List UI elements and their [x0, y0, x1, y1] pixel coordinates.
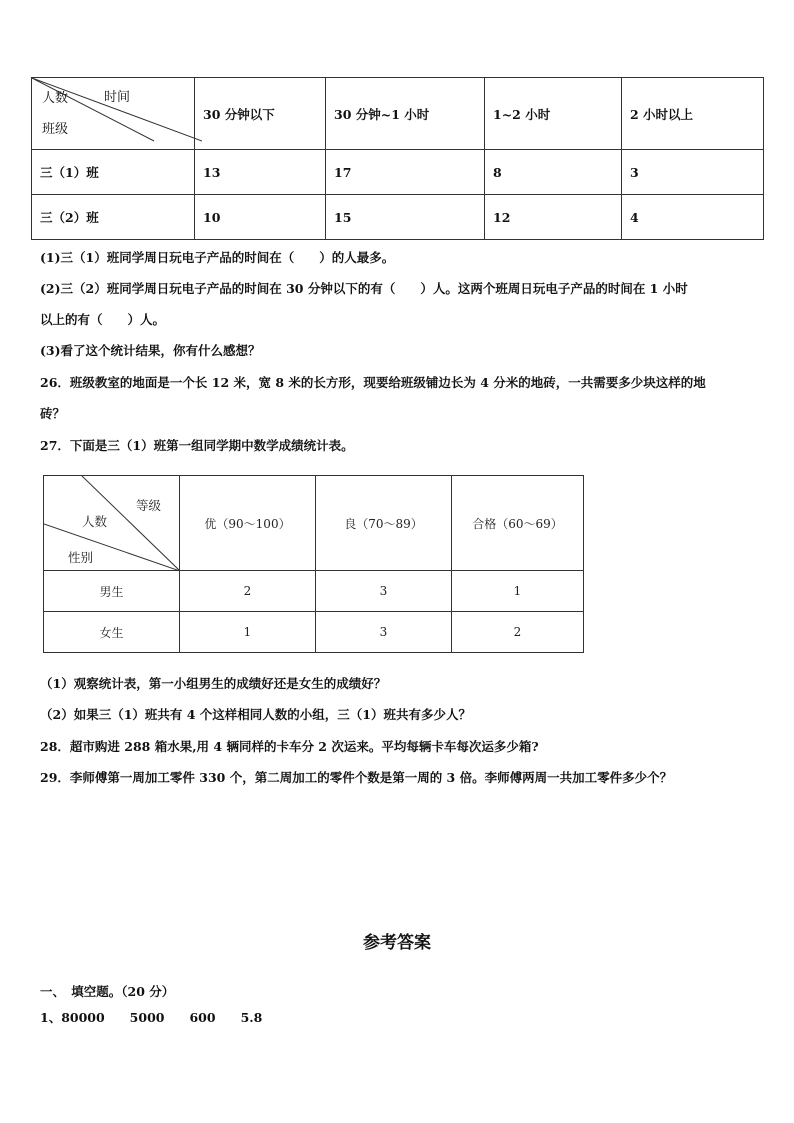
table-cell: 2 [452, 612, 584, 653]
header-class-label: 班级 [42, 122, 69, 137]
screen-time-table [31, 77, 764, 240]
q25-part3: (3)看了这个统计结果，你有什么感想？ [40, 343, 261, 358]
table-row [32, 195, 764, 240]
table-cell: 10 [195, 195, 326, 240]
q25-part2-line1: (2)三（2）班同学周日玩电子产品的时间在 30 分钟以下的有（ ）人。这两个班周日玩电子产品的时间在 1 小时 [40, 281, 688, 296]
row-label: 三（1）班 [32, 150, 195, 195]
column-header: 1~2 小时 [485, 78, 622, 150]
q27-part2: （2）如果三（1）班共有 4 个这样相同人数的小组，三（1）班共有多少人？ [40, 707, 471, 722]
column-header: 2 小时以上 [622, 78, 764, 150]
table-cell: 4 [622, 195, 764, 240]
q26-line1: 26．班级教室的地面是一个长 12 米，宽 8 米的长方形，现要给班级铺边长为 4 分米的地砖，一共需要多少块这样的地 [40, 375, 706, 390]
answer-1: 1、80000 5000 600 5.8 [40, 1010, 263, 1025]
table-cell: 12 [485, 195, 622, 240]
table-row [44, 571, 584, 612]
row-label: 男生 [44, 571, 180, 612]
table-header-row [32, 78, 764, 150]
table-cell: 1 [452, 571, 584, 612]
table-row [44, 612, 584, 653]
column-header: 30 分钟以下 [195, 78, 326, 150]
header-people-label: 人数 [42, 91, 69, 106]
table-cell: 3 [316, 612, 452, 653]
column-header: 良（70～89） [316, 476, 452, 571]
diagonal-header-cell [44, 476, 180, 571]
row-label: 三（2）班 [32, 195, 195, 240]
column-header: 合格（60～69） [452, 476, 584, 571]
diagonal-header-cell [32, 78, 195, 150]
row-label: 女生 [44, 612, 180, 653]
answers-section1-heading: 一、 填空题。（20 分） [40, 984, 175, 999]
header-grade-label: 等级 [136, 498, 162, 513]
column-header: 优（90～100） [180, 476, 316, 571]
diagonal-lines [44, 476, 180, 571]
q28: 28．超市购进 288 箱水果,用 4 辆同样的卡车分 2 次运来。平均每辆卡车每次运多少箱? [40, 739, 539, 754]
q29: 29．李师傅第一周加工零件 330 个，第二周加工的零件个数是第一周的 3 倍。李师傅两周一共加工零件多少个？ [40, 770, 673, 785]
table-row [32, 150, 764, 195]
table-cell: 17 [326, 150, 485, 195]
q26-line2: 砖？ [40, 406, 66, 421]
answers-title: 参考答案 [363, 933, 431, 953]
table-cell: 1 [180, 612, 316, 653]
header-time-label: 时间 [104, 90, 131, 105]
q25-part1: (1)三（1）班同学周日玩电子产品的时间在（ ）的人最多。 [40, 250, 395, 265]
column-header: 30 分钟~1 小时 [326, 78, 485, 150]
q27-part1: （1）观察统计表，第一小组男生的成绩好还是女生的成绩好？ [40, 676, 387, 691]
table-cell: 3 [622, 150, 764, 195]
table-cell: 2 [180, 571, 316, 612]
q25-part2-line2: 以上的有（ ）人。 [40, 312, 166, 327]
q27-intro: 27．下面是三（1）班第一组同学期中数学成绩统计表。 [40, 438, 354, 453]
table-header-row [44, 476, 584, 571]
table-cell: 13 [195, 150, 326, 195]
header-gender-label: 性别 [68, 550, 94, 565]
header-people-label: 人数 [82, 514, 108, 529]
table-cell: 8 [485, 150, 622, 195]
table-cell: 15 [326, 195, 485, 240]
grade-table [43, 475, 584, 653]
table-cell: 3 [316, 571, 452, 612]
